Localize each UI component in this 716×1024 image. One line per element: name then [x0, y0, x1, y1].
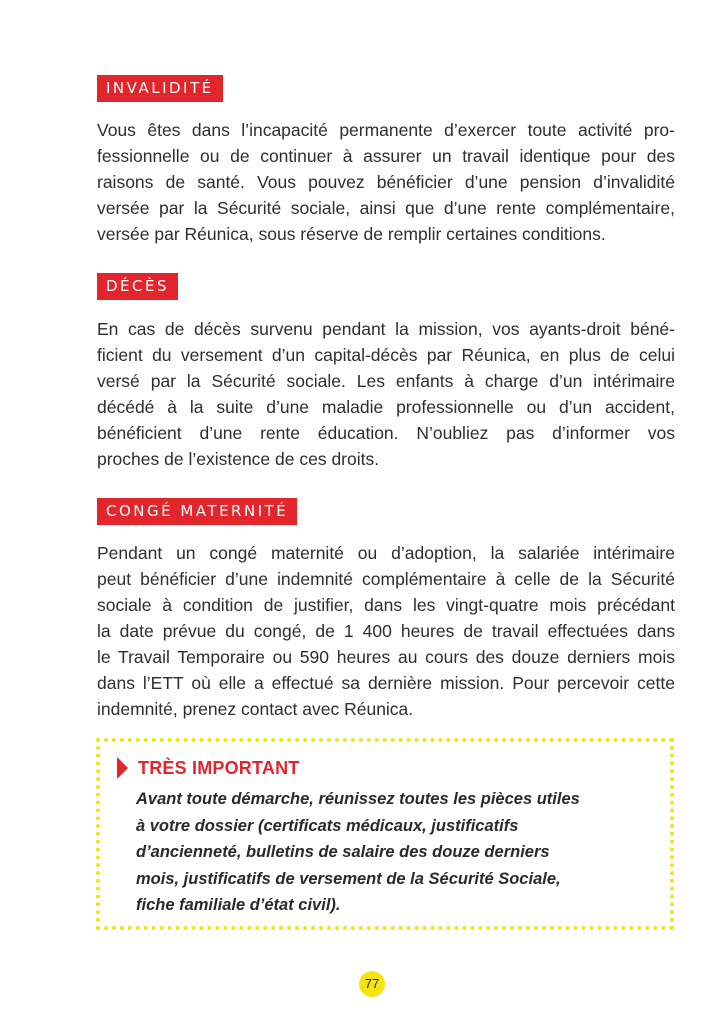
text-line: fiche familiale d’état civil).	[136, 896, 341, 914]
section-body-conge-maternite	[97, 540, 675, 722]
text-line: versé par la Sécurité sociale. Les enfants à charge d’un intérimaire	[97, 371, 675, 391]
page-number: 77	[359, 971, 385, 997]
text-line: indemnité, prenez contact avec Réunica.	[97, 699, 414, 719]
text-line: ficient du versement d’un capital-décès par Réunica, en plus de celui	[97, 345, 675, 365]
text-line: Avant toute démarche, réunissez toutes les pièces utiles	[136, 790, 580, 808]
text-line: mois, justificatifs de versement de la Sécurité Sociale,	[136, 869, 561, 888]
text-line: proches de l’existence de ces droits.	[97, 449, 380, 469]
text-line: Vous êtes dans l’incapacité permanente d’exercer toute activité pro-	[97, 120, 675, 140]
text-line: En cas de décès survenu pendant la mission, vos ayants-droit béné-	[97, 319, 675, 339]
section-body-invalidite	[97, 117, 675, 247]
text-line: Pendant un congé maternité ou d’adoption, la salariée intérimaire	[97, 543, 675, 563]
text-line: la date prévue du congé, de 1 400 heures de travail effectuées dans	[97, 621, 675, 641]
text-line: d’ancienneté, bulletins de salaire des douze derniers	[136, 843, 550, 861]
important-title	[117, 755, 299, 781]
text-line: sociale à condition de justifier, dans les vingt-quatre mois précédant	[97, 595, 675, 615]
section-heading-invalidite: INVALIDITÉ	[97, 75, 223, 102]
text-line: peut bénéficier d’une indemnité complémentaire à celle de la Sécurité	[97, 569, 675, 589]
text-line: bénéficient d’une rente éducation. N’oubliez pas d’informer vos	[97, 423, 675, 443]
important-title-text: TRÈS IMPORTANT	[138, 757, 300, 778]
text-line: dans l’ETT où elle a effectué sa dernière mission. Pour percevoir cette	[97, 673, 675, 693]
important-body	[136, 786, 646, 919]
text-line: versée par Réunica, sous réserve de remplir certaines conditions.	[97, 224, 606, 244]
section-heading-deces: DÉCÈS	[97, 273, 178, 300]
text-line: décédé à la suite d’une maladie professionnelle ou d’un accident,	[97, 397, 675, 417]
text-line: le Travail Temporaire ou 590 heures au cours des douze derniers mois	[97, 647, 675, 667]
text-line: fessionnelle ou de continuer à assurer un travail identique pour des	[97, 146, 675, 166]
section-body-deces	[97, 316, 675, 472]
arrow-right-icon	[117, 757, 128, 779]
text-line: à votre dossier (certificats médicaux, justificatifs	[136, 816, 519, 835]
section-heading-conge-maternite: CONGÉ MATERNITÉ	[97, 498, 297, 525]
text-line: raisons de santé. Vous pouvez bénéficier d’une pension d’invalidité	[97, 172, 675, 192]
text-line: versée par la Sécurité sociale, ainsi que d’une rente complémentaire,	[97, 198, 675, 218]
